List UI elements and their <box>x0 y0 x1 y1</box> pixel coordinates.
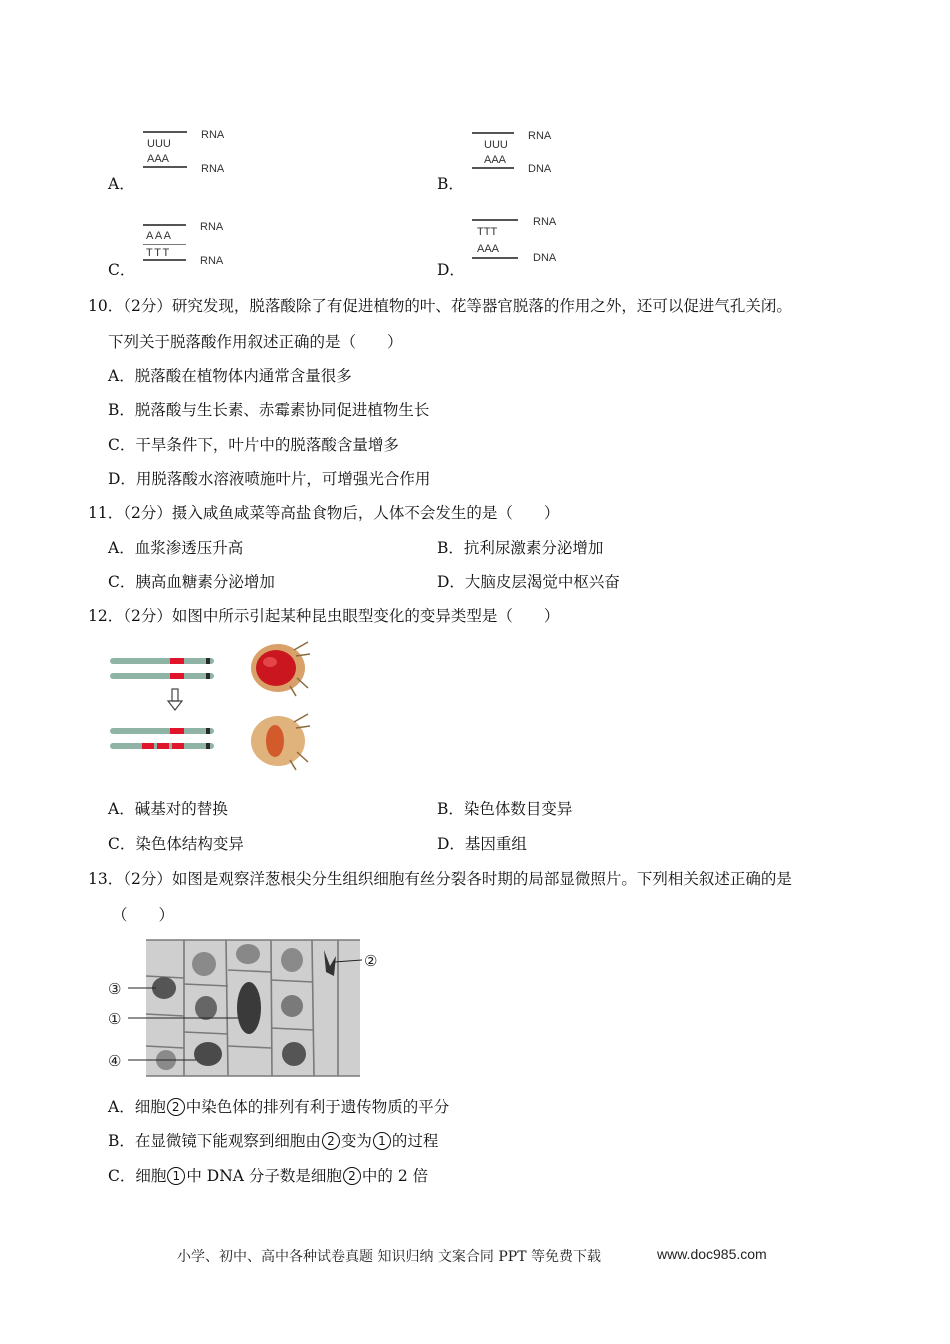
strand-line <box>143 259 186 261</box>
q9-option-c-letter: C． <box>108 261 136 279</box>
label-4: ④ <box>108 1052 122 1070</box>
q9-option-b-letter: B． <box>437 175 464 193</box>
q10-stem: 10．（2分）研究发现，脱落酸除了有促进植物的叶、花等器官脱落的作用之外，还可以促进气孔关闭。 <box>88 297 792 315</box>
top-strand-type: RNA <box>533 216 557 228</box>
down-arrow-icon <box>168 689 182 710</box>
q13-micrograph <box>106 936 386 1081</box>
top-strand-type: RNA <box>200 221 224 233</box>
top-strand-type: RNA <box>201 129 225 141</box>
q11-stem: 11．（2分）摄入咸鱼咸菜等高盐食物后，人体不会发生的是（ ） <box>88 504 560 522</box>
insect-head-normal-eye <box>251 642 310 696</box>
circled-number: 2 <box>167 1098 185 1116</box>
strand-line <box>143 224 186 226</box>
label-2: ② <box>364 952 378 970</box>
bottom-strand-type: DNA <box>528 163 552 175</box>
circled-number: 2 <box>322 1132 340 1150</box>
insect-head-bar-eye <box>251 714 310 770</box>
top-bases: UUU <box>147 138 171 150</box>
top-bases: AAA <box>146 230 173 242</box>
q10-option-a: A．脱落酸在植物体内通常含量很多 <box>108 367 352 385</box>
bottom-bases: AAA <box>477 243 500 255</box>
circled-number: 2 <box>343 1167 361 1185</box>
strand-line <box>143 131 187 133</box>
bottom-strand-type: RNA <box>200 255 224 267</box>
q11-option-a: A．血浆渗透压升高 <box>108 539 244 557</box>
text: C．细胞 <box>108 1167 167 1185</box>
q13-option-c <box>108 1166 428 1186</box>
q9-option-c-diagram <box>143 220 243 268</box>
mutant-chromosome-pair <box>110 728 214 749</box>
q10-option-c: C．干旱条件下，叶片中的脱落酸含量增多 <box>108 436 399 454</box>
q9-option-a-diagram <box>143 128 243 176</box>
text: 的过程 <box>391 1132 439 1150</box>
text: A．细胞 <box>108 1098 166 1116</box>
strand-line <box>472 219 518 221</box>
q13-option-a <box>108 1097 449 1117</box>
q10-stem-cont: 下列关于脱落酸作用叙述正确的是（ ） <box>108 333 403 351</box>
q9-option-d-letter: D． <box>437 261 465 279</box>
strand-line <box>472 257 518 259</box>
footer-url[interactable]: www.doc985.com <box>657 1246 767 1262</box>
q13-option-b <box>108 1131 438 1151</box>
q10-option-d: D．用脱落酸水溶液喷施叶片，可增强光合作用 <box>108 470 431 488</box>
footer-text: 小学、初中、高中各种试卷真题 知识归纳 文案合同 PPT 等免费下载 <box>177 1249 601 1265</box>
bottom-strand-type: DNA <box>533 252 557 264</box>
strand-line <box>472 132 514 134</box>
q12-stem: 12．（2分）如图中所示引起某种昆虫眼型变化的变异类型是（ ） <box>88 607 560 625</box>
bottom-bases: AAA <box>147 153 170 165</box>
strand-line <box>472 167 514 169</box>
q12-option-c: C．染色体结构变异 <box>108 835 244 853</box>
q11-option-d: D．大脑皮层渴觉中枢兴奋 <box>437 573 620 591</box>
circled-number: 1 <box>373 1132 391 1150</box>
q11-option-c: C．胰高血糖素分泌增加 <box>108 573 275 591</box>
q9-option-a-letter: A． <box>108 175 135 193</box>
text: 中的 2 倍 <box>361 1167 429 1185</box>
text: B．在显微镜下能观察到细胞由 <box>108 1132 321 1150</box>
bottom-bases: TTT <box>146 247 171 259</box>
strand-line <box>143 166 187 168</box>
q12-option-d: D．基因重组 <box>437 835 527 853</box>
q9-option-d-diagram <box>472 214 572 266</box>
top-bases: UUU <box>484 139 508 151</box>
strand-line <box>143 244 186 245</box>
top-bases: TTT <box>477 226 498 238</box>
label-3: ③ <box>108 980 122 998</box>
q11-option-b: B．抗利尿激素分泌增加 <box>437 539 604 557</box>
q13-stem: 13．（2分）如图是观察洋葱根尖分生组织细胞有丝分裂各时期的局部显微照片。下列相关叙述正确的是 <box>88 870 792 888</box>
q13-stem-cont: （ ） <box>112 906 175 924</box>
q12-option-b: B．染色体数目变异 <box>437 800 573 818</box>
label-1: ① <box>108 1010 122 1028</box>
bottom-bases: AAA <box>484 154 507 166</box>
text: 中染色体的排列有利于遗传物质的平分 <box>185 1098 450 1116</box>
q9-option-b-diagram <box>472 128 572 176</box>
bottom-strand-type: RNA <box>201 163 225 175</box>
top-strand-type: RNA <box>528 130 552 142</box>
q12-option-a: A．碱基对的替换 <box>108 800 228 818</box>
text: 中 DNA 分子数是细胞 <box>186 1167 342 1185</box>
q10-option-b: B．脱落酸与生长素、赤霉素协同促进植物生长 <box>108 401 430 419</box>
normal-chromosome-pair <box>110 658 214 679</box>
q12-chromosome-figure <box>108 636 318 776</box>
circled-number: 1 <box>167 1167 185 1185</box>
text: 变为 <box>340 1132 372 1150</box>
